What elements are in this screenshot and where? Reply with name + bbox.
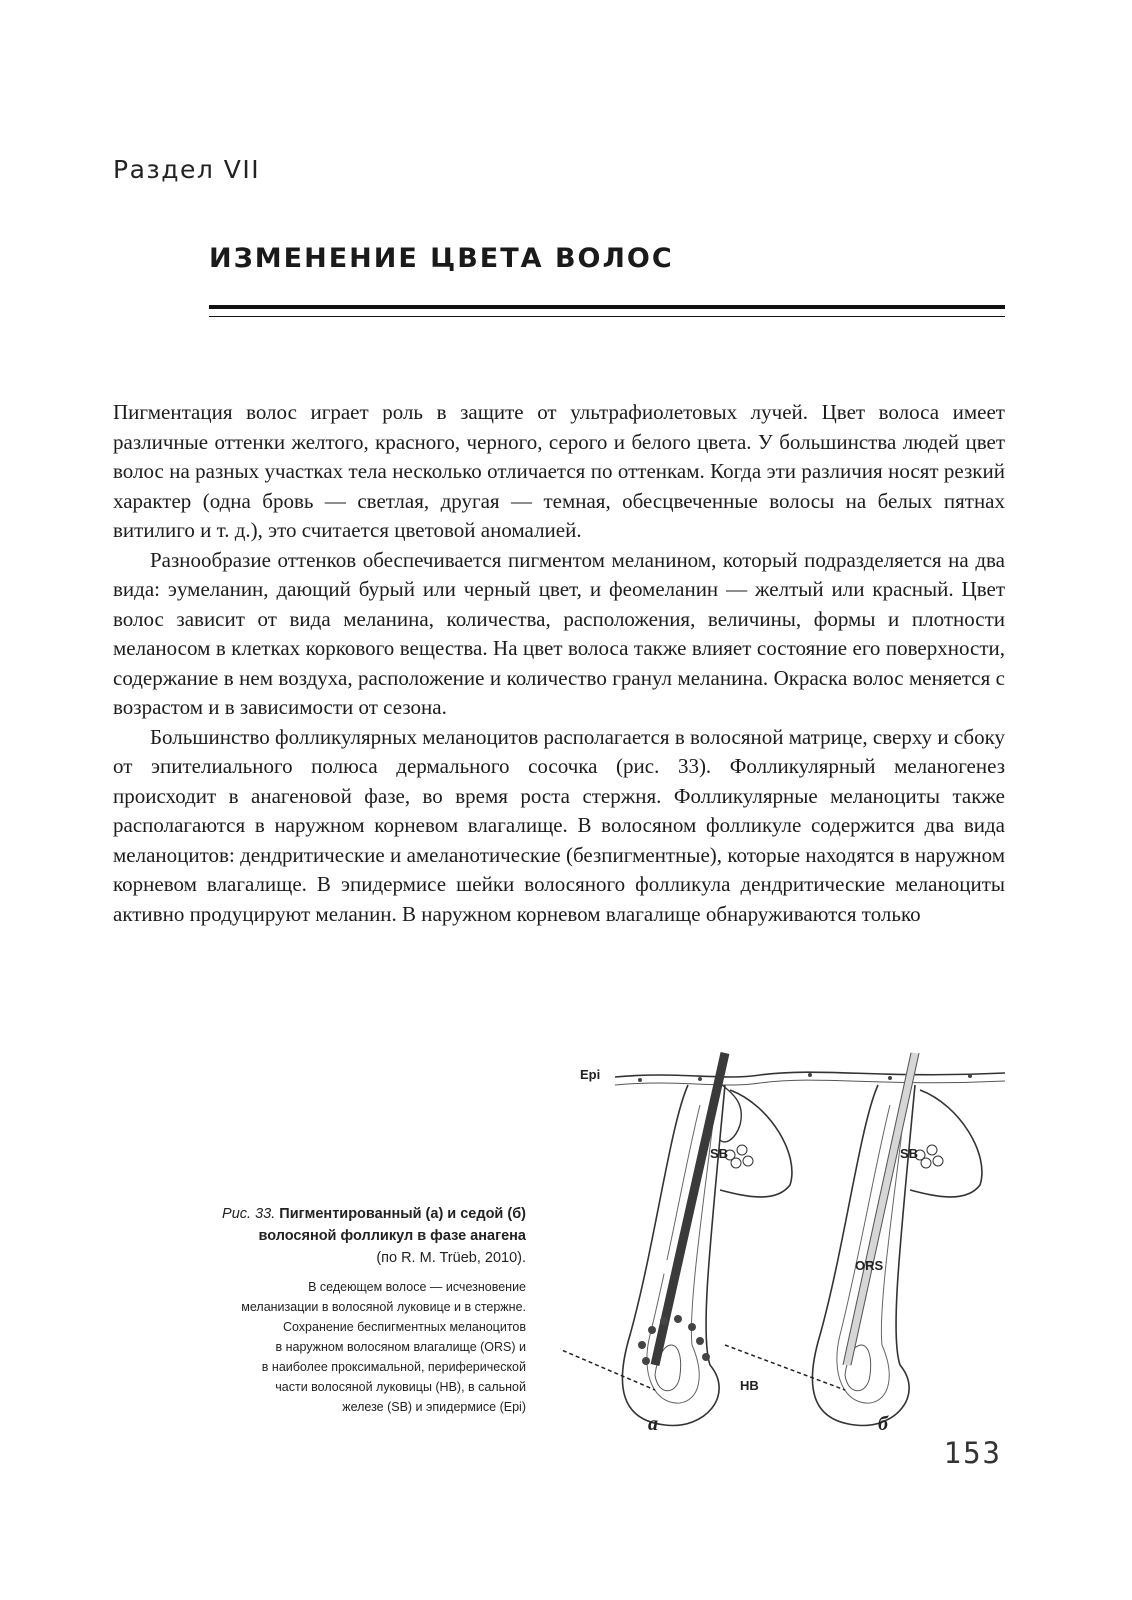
caption-title-line-2: волосяной фолликул в фазе анагена bbox=[258, 1228, 526, 1244]
label-sb-a: SB bbox=[710, 1146, 729, 1161]
caption-note-line: Сохранение беспигментных меланоцитов bbox=[282, 1320, 526, 1334]
caption-note bbox=[100, 1277, 526, 1417]
caption-source: (по R. M. Trüeb, 2010). bbox=[376, 1250, 526, 1266]
figure-caption bbox=[100, 1203, 526, 1417]
panel-label-a: а bbox=[648, 1413, 658, 1435]
body-text bbox=[113, 398, 1005, 929]
title-rule-thick bbox=[209, 305, 1005, 309]
caption-number: Рис. 33. bbox=[222, 1206, 276, 1222]
follicle-b bbox=[725, 1053, 982, 1435]
panel-label-b: б bbox=[878, 1413, 888, 1435]
page-number: 153 bbox=[943, 1436, 1002, 1470]
paragraph: Пигментация волос играет роль в защите от ультрафиолетовых лучей. Цвет волоса имеет различные оттенки желтого, красного, черного, серого и белого цвета. У большинства людей цвет волос на разных участках тела несколько отличается по оттенкам. Когда эти различия носят резкий характер (одна бровь — светлая, другая — темная, обесцвеченные волосы на белых пятнах витилиго и т. д.), это считается цветовой аномалией. bbox=[113, 400, 1005, 542]
label-epi: Epi bbox=[580, 1067, 601, 1082]
chapter-title: ИЗМЕНЕНИЕ ЦВЕТА ВОЛОС bbox=[209, 243, 674, 274]
caption-title-line-1: Пигментированный (а) и седой (б) bbox=[279, 1206, 526, 1222]
hair-follicle-figure bbox=[560, 1045, 1010, 1440]
caption-note-line: части волосяной луковицы (HB), в сальной bbox=[275, 1380, 526, 1394]
caption-note-line: в наиболее проксимальной, периферической bbox=[261, 1360, 526, 1374]
paragraph: Разнообразие оттенков обеспечивается пигментом меланином, который подразделяется на два вида: эумеланин, дающий бурый или черный цвет, и феомеланин — желтый или красный. Цвет волос зависит от вида меланина, количества, расположения, величины, формы и плотности меланосом в клетках коркового вещества. На цвет волоса также влияет состояние его поверхности, содержание в нем воздуха, расположение и количество гранул меланина. Окраска волос меняется с возрастом и в зависимости от сезона. bbox=[113, 547, 1005, 719]
caption-note-line: в наружном волосяном влагалище (ORS) и bbox=[275, 1340, 526, 1354]
caption-note-line: меланизации в волосяной луковице и в стержне. bbox=[241, 1300, 526, 1314]
caption-note-line: железе (SB) и эпидермисе (Epi) bbox=[342, 1400, 526, 1414]
label-sb-b: SB bbox=[900, 1146, 919, 1161]
caption-note-line: В седеющем волосе — исчезновение bbox=[308, 1280, 526, 1294]
section-label: Раздел VII bbox=[113, 155, 261, 184]
label-ors: ORS bbox=[855, 1258, 884, 1273]
title-rule-thin bbox=[209, 316, 1005, 317]
paragraph: Большинство фолликулярных меланоцитов располагается в волосяной матрице, сверху и сбоку от эпителиального полюса дермального сосочка (рис. 33). Фолликулярный меланогенез происходит в анагеновой фазе, во время роста стержня. Фолликулярные меланоциты также располагаются в наружном корневом влагалище. В волосяном фолликуле содержится два вида меланоцитов: дендритические и амеланотические (безпигментные), которые находятся в наружном корневом влагалище. В эпидермисе шейки волосяного фолликула дендритические меланоциты активно продуцируют меланин. В наружном корневом влагалище обнаруживаются только bbox=[113, 724, 1005, 926]
label-hb: HB bbox=[740, 1378, 759, 1393]
hair-shaft-gray bbox=[847, 1053, 915, 1365]
